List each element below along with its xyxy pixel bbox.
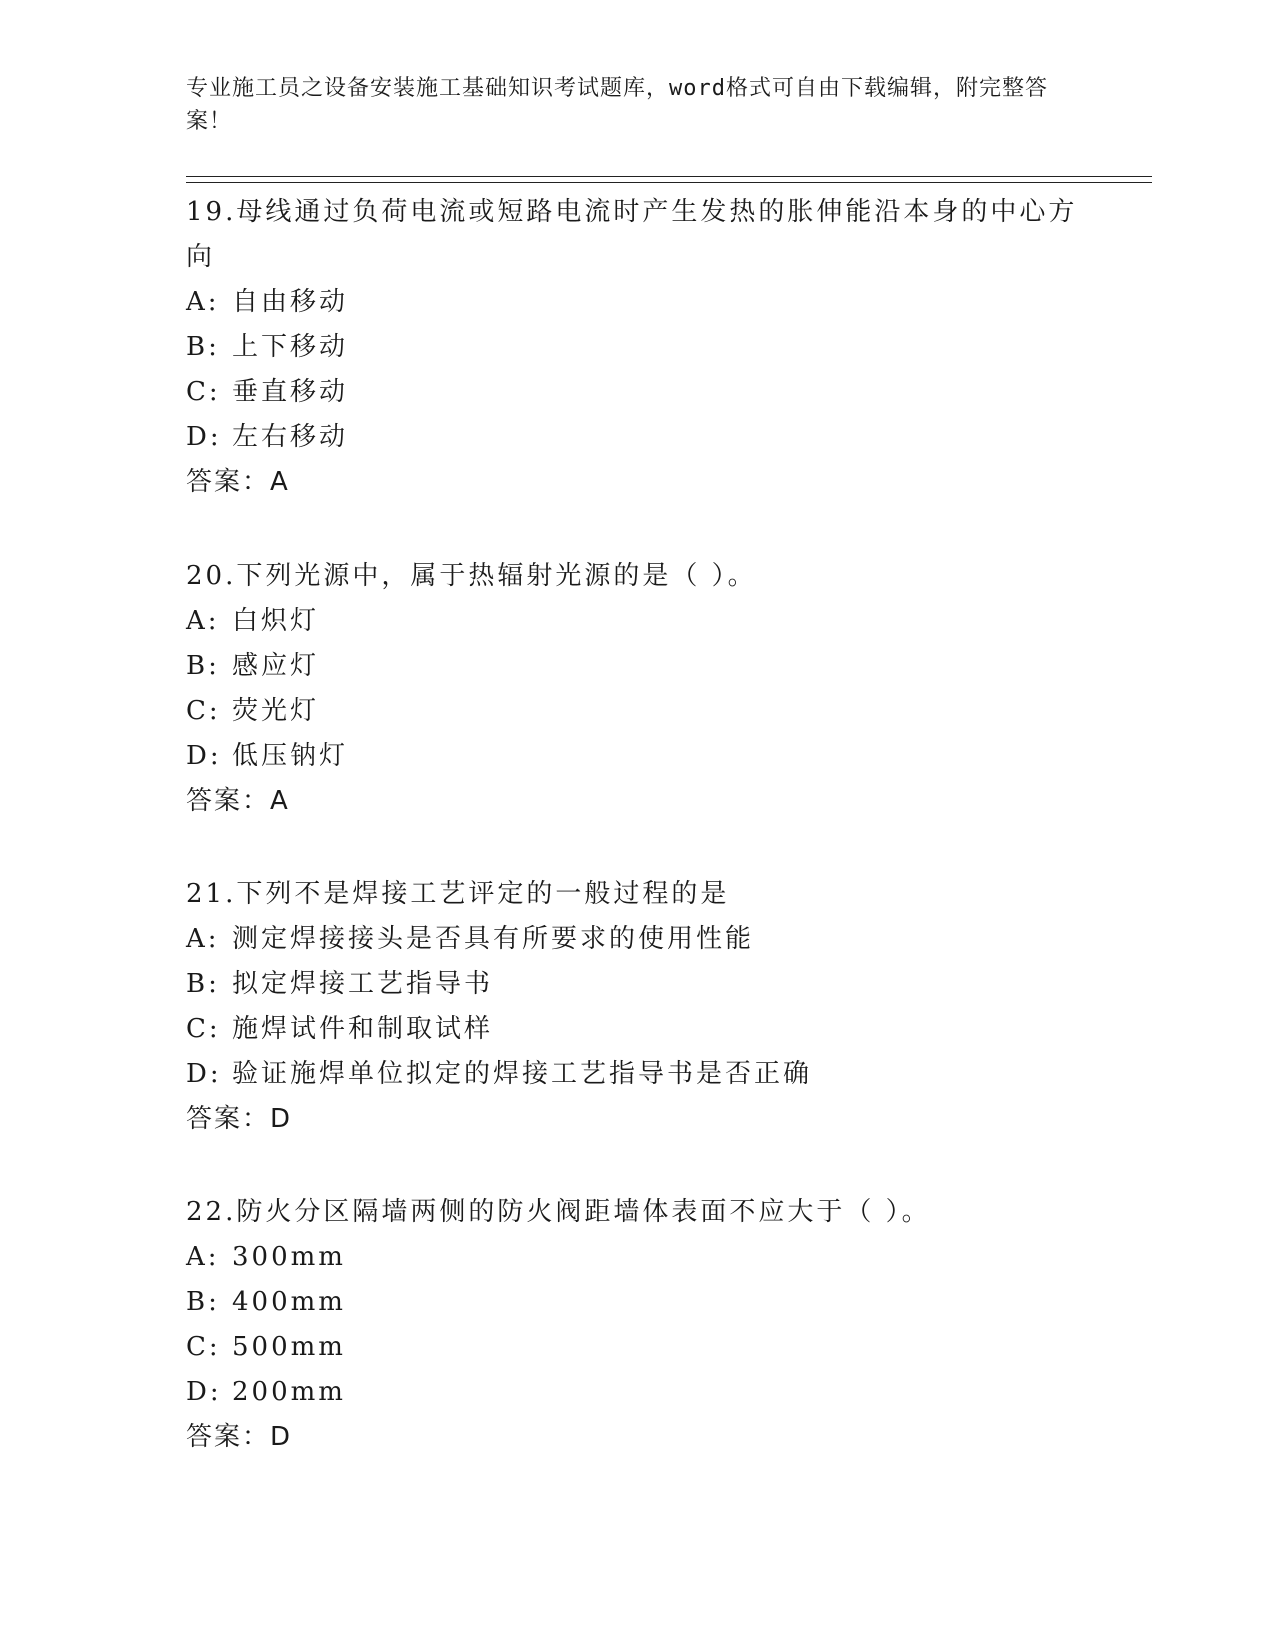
option-text: 验证施焊单位拟定的焊接工艺指导书是否正确 (232, 1059, 813, 1089)
option-text: 拟定焊接工艺指导书 (232, 969, 494, 999)
question-stem: 22.防火分区隔墙两侧的防火阀距墙体表面不应大于（ ）。 (186, 1197, 931, 1227)
option-b (186, 962, 1086, 1007)
option-key: A: (186, 606, 220, 636)
option-c (186, 1325, 1086, 1370)
question-21 (186, 872, 1086, 1142)
option-key: D: (186, 1059, 222, 1089)
option-c (186, 689, 1086, 734)
question-20 (186, 554, 1086, 824)
option-key: B: (186, 332, 220, 362)
option-key: B: (186, 1287, 220, 1317)
option-b (186, 1280, 1086, 1325)
option-text: 左右移动 (232, 422, 349, 452)
option-key: D: (186, 1377, 222, 1407)
question-stem: 20.下列光源中，属于热辐射光源的是（ ）。 (186, 561, 757, 591)
option-text: 300mm (232, 1242, 346, 1272)
option-key: A: (186, 287, 220, 317)
option-text: 200mm (232, 1377, 346, 1407)
option-key: C: (186, 696, 221, 726)
option-text: 白炽灯 (232, 606, 320, 636)
option-key: C: (186, 1014, 221, 1044)
question-stem: 21.下列不是焊接工艺评定的一般过程的是 (186, 879, 730, 909)
option-a (186, 917, 1086, 962)
option-d (186, 734, 1086, 779)
option-a (186, 1235, 1086, 1280)
header-divider-bottom (186, 182, 1152, 183)
option-key: D: (186, 741, 222, 771)
option-c (186, 1007, 1086, 1052)
question-stem: 19.母线通过负荷电流或短路电流时产生发热的胀伸能沿本身的中心方向 (186, 197, 1078, 272)
option-text: 上下移动 (232, 332, 349, 362)
option-text: 测定焊接接头是否具有所要求的使用性能 (232, 924, 755, 954)
option-key: A: (186, 924, 220, 954)
option-text: 垂直移动 (232, 377, 349, 407)
question-22 (186, 1190, 1086, 1460)
option-d (186, 1052, 1086, 1097)
option-d (186, 1370, 1086, 1415)
option-a (186, 599, 1086, 644)
answer-line: 答案：A (186, 786, 290, 816)
answer-line: 答案：D (186, 1104, 293, 1134)
option-a (186, 280, 1086, 325)
option-key: A: (186, 1242, 220, 1272)
option-b (186, 644, 1086, 689)
option-text: 低压钠灯 (232, 741, 349, 771)
option-text: 500mm (232, 1332, 346, 1362)
option-d (186, 415, 1086, 460)
option-key: B: (186, 651, 220, 681)
option-key: C: (186, 1332, 221, 1362)
option-text: 自由移动 (232, 287, 349, 317)
option-c (186, 370, 1086, 415)
option-text: 感应灯 (232, 651, 320, 681)
option-b (186, 325, 1086, 370)
option-key: C: (186, 377, 221, 407)
option-text: 施焊试件和制取试样 (232, 1014, 494, 1044)
header-divider-top (186, 176, 1152, 177)
option-text: 荧光灯 (232, 696, 320, 726)
option-text: 400mm (232, 1287, 346, 1317)
document-header: 专业施工员之设备安装施工基础知识考试题库，word格式可自由下载编辑，附完整答案！ (186, 76, 1048, 134)
question-19 (186, 190, 1086, 505)
answer-line: 答案：D (186, 1422, 293, 1452)
option-key: D: (186, 422, 222, 452)
answer-line: 答案：A (186, 467, 290, 497)
option-key: B: (186, 969, 220, 999)
